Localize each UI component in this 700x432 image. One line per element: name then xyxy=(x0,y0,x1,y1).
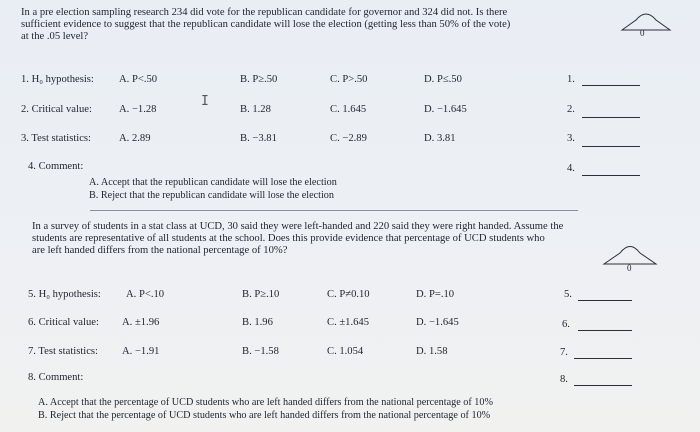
comment-option-b[interactable]: B. Reject that the percentage of UCD students who are left handed differs from the national percentage of 10% xyxy=(38,410,491,421)
option-a[interactable]: A. −1.28 xyxy=(119,104,157,115)
comment-label: 8. Comment: xyxy=(28,372,84,383)
question-label: 2. Critical value: xyxy=(21,104,92,115)
answer-number: 3. xyxy=(567,133,575,144)
option-d[interactable]: D. P≤.50 xyxy=(424,74,462,85)
option-b[interactable]: B. −3.81 xyxy=(240,133,277,144)
answer-number: 8. xyxy=(560,374,568,385)
option-d[interactable]: D. −1.645 xyxy=(416,317,459,328)
problem2-intro-line: are left handed differs from the national percentage of 10%? xyxy=(32,245,288,256)
option-a[interactable]: A. −1.91 xyxy=(122,346,160,357)
question-label: 1. H₀ hypothesis: xyxy=(21,74,94,85)
answer-number: 5. xyxy=(564,289,572,300)
problem2-intro-line: In a survey of students in a stat class at UCD, 30 said they were left-handed and 220 said they were right handed. Assume the xyxy=(32,221,564,232)
comment-option-a[interactable]: A. Accept that the republican candidate will lose the election xyxy=(89,177,337,188)
option-a[interactable]: A. 2.89 xyxy=(119,133,151,144)
question-label: 3. Test statistics: xyxy=(21,133,91,144)
option-b[interactable]: B. 1.96 xyxy=(242,317,273,328)
option-c[interactable]: C. P>.50 xyxy=(330,74,368,85)
problem1-intro-line: sufficient evidence to suggest that the republican candidate will lose the election (getting less than 50% of the vote) xyxy=(21,19,511,30)
option-b[interactable]: B. 1.28 xyxy=(240,104,271,115)
option-c[interactable]: C. P≠0.10 xyxy=(327,289,370,300)
option-c[interactable]: C. 1.645 xyxy=(330,104,367,115)
option-b[interactable]: B. P≥.50 xyxy=(240,74,278,85)
answer-blank[interactable] xyxy=(574,358,632,359)
option-b[interactable]: B. P≥.10 xyxy=(242,289,280,300)
answer-blank[interactable] xyxy=(574,385,632,386)
answer-number: 7. xyxy=(560,347,568,358)
comment-label: 4. Comment: xyxy=(28,161,84,172)
answer-number: 4. xyxy=(567,163,575,174)
question-label: 6. Critical value: xyxy=(28,317,99,328)
answer-number: 6. xyxy=(562,319,570,330)
problem1-intro-line: at the .05 level? xyxy=(21,31,89,42)
option-c[interactable]: C. −2.89 xyxy=(330,133,367,144)
problem1-sketch-zero-label: 0 xyxy=(640,28,645,38)
option-c[interactable]: C. ±1.645 xyxy=(327,317,370,328)
answer-blank[interactable] xyxy=(578,300,632,301)
problem2-sketch-zero-label: 0 xyxy=(627,263,632,273)
answer-number: 1. xyxy=(567,74,575,85)
option-d[interactable]: D. −1.645 xyxy=(424,104,467,115)
answer-blank[interactable] xyxy=(582,85,640,86)
option-a[interactable]: A. P<.10 xyxy=(126,289,165,300)
option-c[interactable]: C. 1.054 xyxy=(327,346,364,357)
comment-option-b[interactable]: B. Reject that the republican candidate will lose the election xyxy=(89,190,334,201)
answer-blank[interactable] xyxy=(582,117,640,118)
question-label: 7. Test statistics: xyxy=(28,346,98,357)
answer-blank[interactable] xyxy=(578,330,632,331)
option-d[interactable]: D. 3.81 xyxy=(424,133,456,144)
option-b[interactable]: B. −1.58 xyxy=(242,346,279,357)
comment-option-a[interactable]: A. Accept that the percentage of UCD students who are left handed differs from the national percentage of 10% xyxy=(38,397,493,408)
option-a[interactable]: A. ±1.96 xyxy=(122,317,160,328)
option-d[interactable]: D. 1.58 xyxy=(416,346,448,357)
section-divider xyxy=(90,210,578,211)
answer-blank[interactable] xyxy=(582,146,640,147)
answer-number: 2. xyxy=(567,104,575,115)
problem1-intro-line: In a pre election sampling research 234 did vote for the republican candidate for governor and 324 did not. Is there xyxy=(21,7,508,18)
answer-blank[interactable] xyxy=(582,175,640,176)
text-cursor-icon: I xyxy=(201,94,209,109)
problem2-intro-line: students are representative of all students at the school. Does this provide evidence that percentage of UCD students who xyxy=(32,233,545,244)
problem1-normal-curve-sketch xyxy=(618,6,674,38)
option-d[interactable]: D. P=.10 xyxy=(416,289,455,300)
option-a[interactable]: A. P<.50 xyxy=(119,74,158,85)
question-label: 5. H₀ hypothesis: xyxy=(28,289,101,300)
